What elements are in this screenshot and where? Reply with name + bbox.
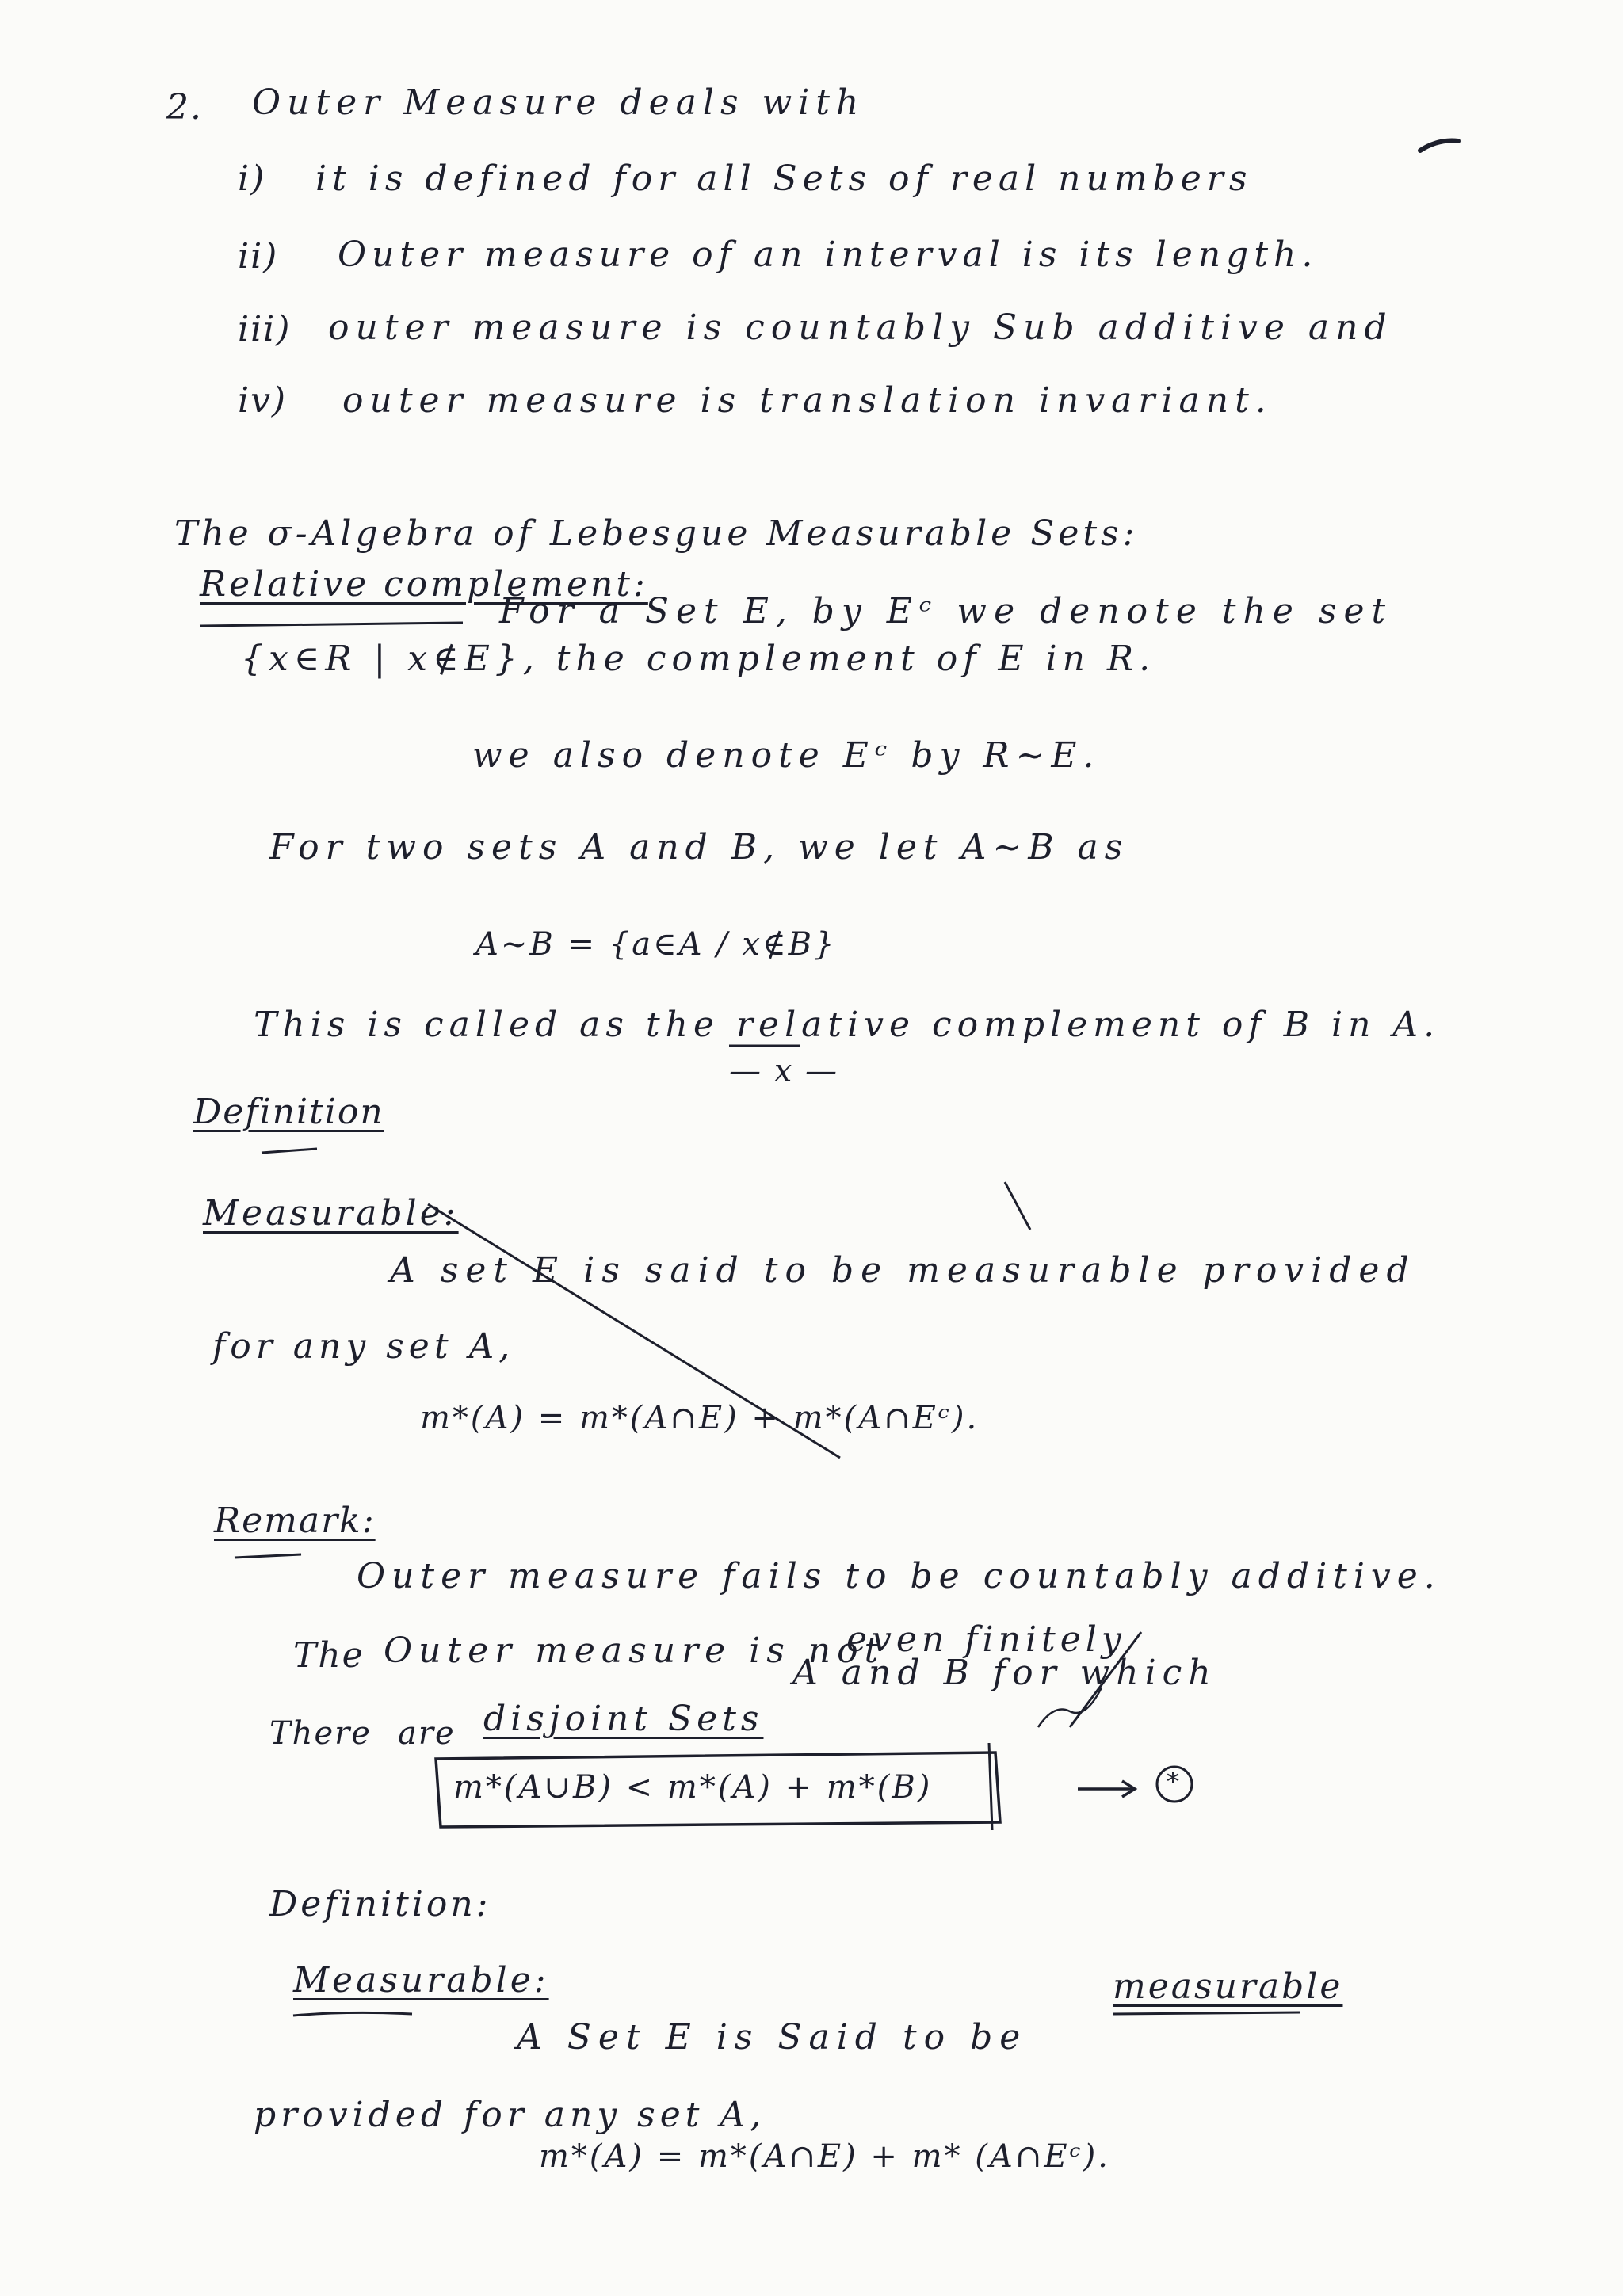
remark-line-start: The [293, 1635, 365, 1676]
relative-complement-line: {x∈R | x∉E}, the complement of E in R. [241, 639, 1156, 679]
property-text: Outer measure of an interval is its length. [338, 235, 1319, 275]
remark-line: Outer measure is not [384, 1630, 885, 1671]
property-text: outer measure is translation invariant. [342, 380, 1273, 421]
section-title: The σ-Algebra of Lebesgue Measurable Sets: [174, 513, 1139, 554]
definition-label: Definition [193, 1092, 384, 1132]
definition-sub: Measurable: [203, 1193, 459, 1234]
definition-formula: m*(A) = m*(A∩E) + m*(A∩Eᶜ). [420, 1400, 980, 1436]
definition-line: A Set E is Said to be [517, 2017, 1028, 2058]
remark-line-start: There [269, 1715, 372, 1752]
boxed-inequality: m*(A∪B) < m*(A) + m*(B) [453, 1769, 933, 1806]
relative-complement-line: we also denote Eᶜ by R~E. [472, 735, 1101, 776]
remark-label: Remark: [214, 1501, 376, 1541]
star-marker: * [1167, 1767, 1181, 1797]
remark-line: are [398, 1715, 456, 1752]
remark-line: disjoint Sets [483, 1699, 764, 1739]
relative-complement-label: Relative complement: [200, 564, 648, 605]
definition-line: for any set A, [212, 1326, 515, 1367]
remark-line: A and B for which [792, 1653, 1217, 1693]
relative-complement-line: For two sets A and B, we let A~B as [269, 827, 1129, 868]
item-number: 2. [166, 87, 203, 128]
remark-line: even finitely [846, 1619, 1126, 1660]
property-num: ii) [238, 236, 279, 277]
definition-sub: Measurable: [293, 1960, 549, 2000]
separator: — x — [729, 1053, 838, 1089]
property-num: iv) [238, 380, 288, 421]
relative-complement-line: For a Set E, by Eᶜ we denote the set [499, 591, 1393, 631]
definition-line: measurable [1113, 1966, 1343, 2007]
property-num: i) [238, 158, 266, 199]
definition-line: provided for any set A, [254, 2095, 766, 2135]
remark-line: Outer measure fails to be countably additive. [357, 1556, 1442, 1596]
property-text: outer measure is countably Sub additive and [328, 307, 1393, 348]
relative-complement-line: This is called as the relative complement of B in A. [254, 1005, 1441, 1045]
definition-label: Definition: [269, 1884, 491, 1924]
definition-formula: m*(A) = m*(A∩E) + m* (A∩Eᶜ). [539, 2138, 1110, 2175]
item-heading: Outer Measure deals with [252, 82, 865, 123]
definition-line: A set E is said to be measurable provided [390, 1250, 1416, 1291]
relative-complement-formula: A~B = {a∈A / x∉B} [475, 926, 837, 963]
property-num: iii) [238, 309, 292, 349]
property-text: it is defined for all Sets of real numbers [315, 158, 1253, 199]
